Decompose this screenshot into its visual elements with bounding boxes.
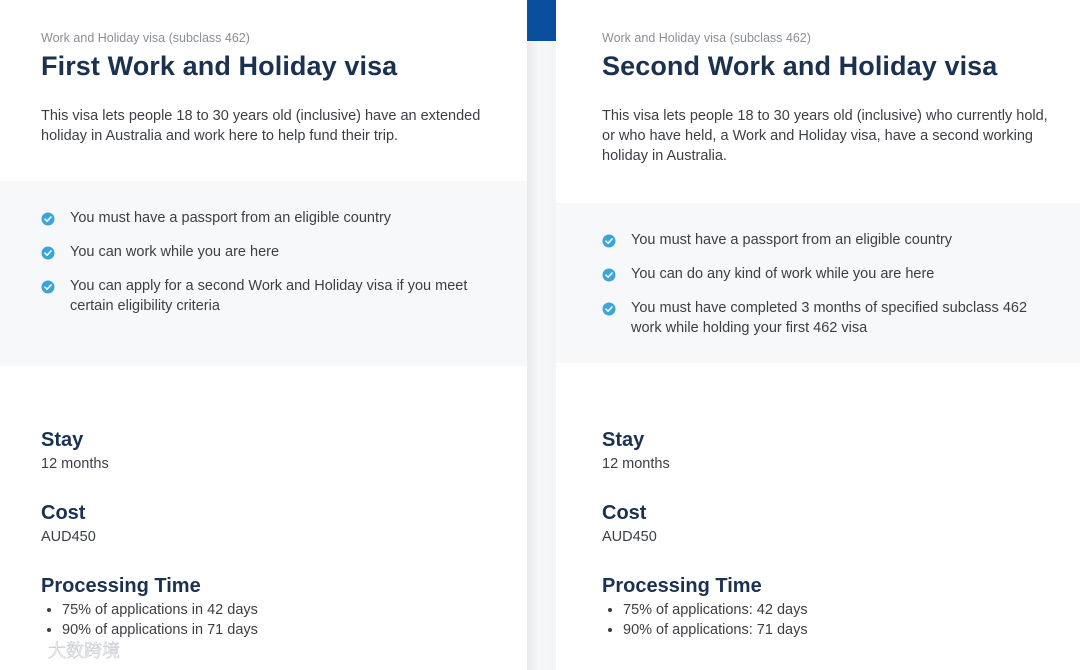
stay-value: 12 months xyxy=(602,456,670,472)
processing-heading: Processing Time xyxy=(41,575,201,597)
second-visa-header xyxy=(556,0,1080,166)
wechat-logo-icon xyxy=(12,641,40,660)
feature-text: You can apply for a second Work and Holiday visa if you meet certain eligibility criteria xyxy=(70,278,468,314)
stay-value: 12 months xyxy=(41,456,109,472)
feature-text: You can do any kind of work while you are here xyxy=(631,266,935,282)
second-visa-card xyxy=(556,0,1080,670)
feature-text: You can work while you are here xyxy=(70,244,280,260)
processing-item: • 75% of applications in 42 days xyxy=(62,600,258,620)
stay-section xyxy=(602,428,670,474)
processing-section xyxy=(602,574,808,640)
feature-item xyxy=(602,230,1030,250)
cost-section xyxy=(602,501,657,547)
feature-text: You must have a passport from an eligible country xyxy=(631,232,953,248)
cost-section xyxy=(41,501,96,547)
watermark xyxy=(8,636,158,666)
cost-heading: Cost xyxy=(41,502,86,524)
cost-heading: Cost xyxy=(602,502,647,524)
processing-list xyxy=(602,600,808,640)
processing-heading: Processing Time xyxy=(602,575,762,597)
processing-list xyxy=(41,600,258,640)
feature-item xyxy=(602,264,1030,284)
first-visa-description: This visa lets people 18 to 30 years old (inclusive) have an extended holiday in Australia and work here to help fund their trip. xyxy=(41,108,481,144)
cost-value: AUD450 xyxy=(41,529,96,545)
stay-heading: Stay xyxy=(41,429,84,451)
visa-subclass-label: Work and Holiday visa (subclass 462) xyxy=(602,31,811,45)
first-visa-features xyxy=(0,181,527,366)
processing-item: • 90% of applications in 71 days xyxy=(62,620,258,640)
check-circle-icon xyxy=(602,234,616,248)
processing-item: • 75% of applications: 42 days xyxy=(623,600,808,620)
first-visa-header xyxy=(0,0,527,146)
cost-value: AUD450 xyxy=(602,529,657,545)
check-circle-icon xyxy=(602,268,616,282)
feature-text: You must have a passport from an eligible country xyxy=(70,210,392,226)
processing-item: • 90% of applications: 71 days xyxy=(623,620,808,640)
top-accent-bar xyxy=(527,0,556,41)
feature-text: You must have completed 3 months of specified subclass 462 work while holding your first 462 visa xyxy=(631,300,1028,336)
second-visa-description: This visa lets people 18 to 30 years old (inclusive) who currently hold, or who have held, a Work and Holiday visa, have a second working holiday in Australia. xyxy=(602,108,1048,164)
processing-section xyxy=(41,574,258,640)
stay-heading: Stay xyxy=(602,429,645,451)
feature-item xyxy=(41,276,481,316)
stay-section xyxy=(41,428,109,474)
feature-item xyxy=(41,242,481,262)
check-circle-icon xyxy=(41,280,55,294)
feature-item xyxy=(41,208,481,228)
first-visa-card xyxy=(0,0,527,670)
feature-item xyxy=(602,298,1030,338)
watermark-text: 大数跨境 xyxy=(48,641,120,662)
check-circle-icon xyxy=(41,212,55,226)
visa-subclass-label: Work and Holiday visa (subclass 462) xyxy=(41,31,250,45)
second-visa-features xyxy=(556,203,1080,363)
check-circle-icon xyxy=(41,246,55,260)
second-visa-title: Second Work and Holiday visa xyxy=(602,51,998,81)
check-circle-icon xyxy=(602,302,616,316)
column-gutter xyxy=(527,0,556,670)
first-visa-title: First Work and Holiday visa xyxy=(41,51,398,81)
